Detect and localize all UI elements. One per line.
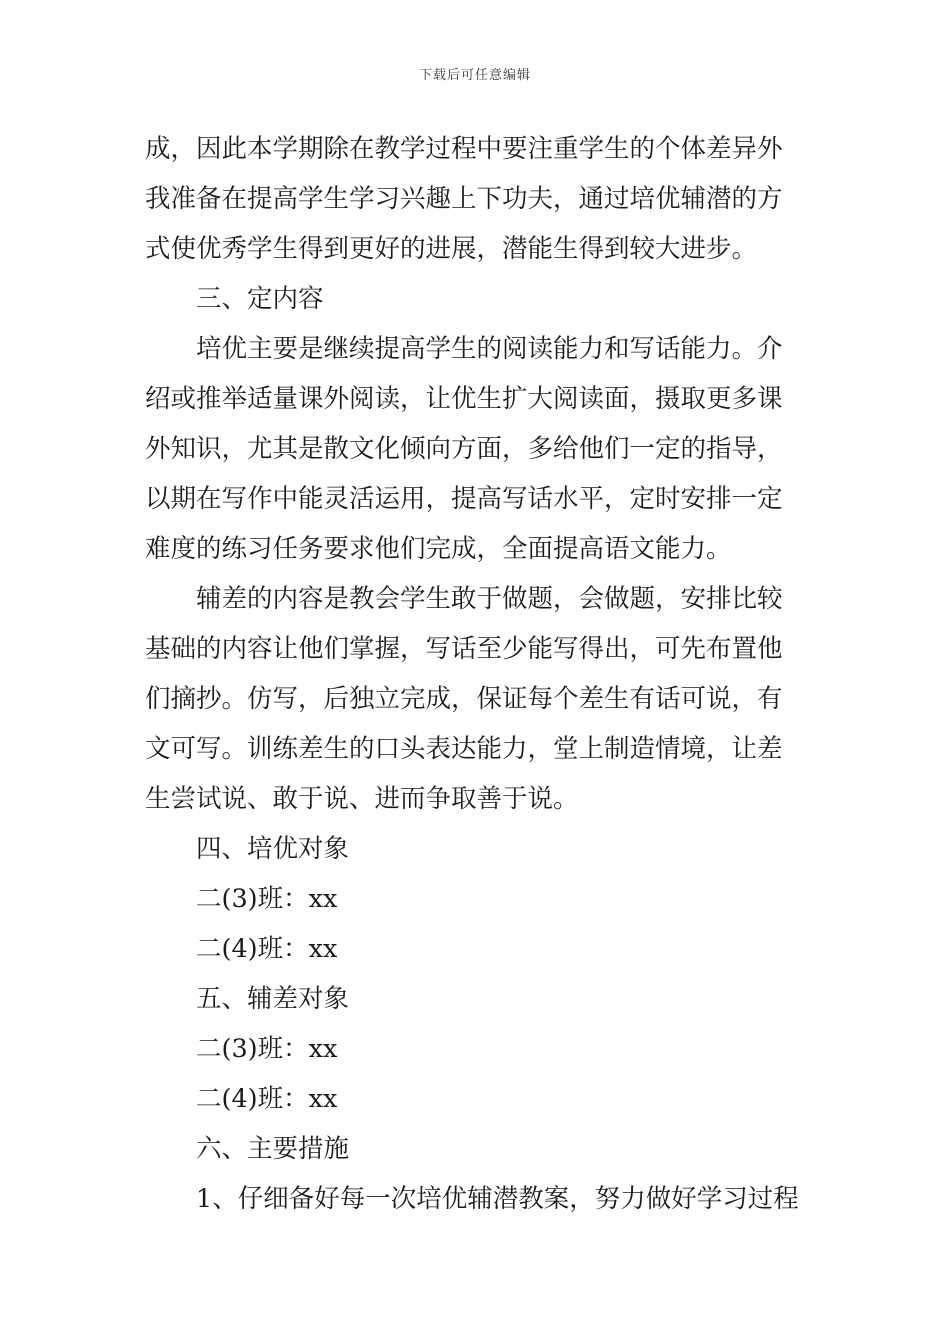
text-line: 基础的内容让他们掌握，写话至少能写得出，可先布置他 [145, 634, 783, 664]
text-line: 绍或推举适量课外阅读，让优生扩大阅读面，摄取更多课 [145, 384, 783, 414]
list-item: 二(3)班：xx [196, 1034, 338, 1064]
text-line: 外知识，尤其是散文化倾向方面，多给他们一定的指导， [145, 434, 783, 464]
page-header: 下载后可任意编辑 [418, 68, 531, 83]
list-item: 二(4)班：xx [196, 934, 338, 964]
text-line: 培优主要是继续提高学生的阅读能力和写话能力。介 [196, 334, 783, 364]
text-line: 难度的练习任务要求他们完成，全面提高语文能力。 [145, 534, 732, 564]
text-line: 以期在写作中能灵活运用，提高写话水平，定时安排一定 [145, 484, 783, 514]
text-line: 文可写。训练差生的口头表达能力，堂上制造情境，让差 [145, 734, 783, 764]
text-line: 成，因此本学期除在教学过程中要注重学生的个体差异外 [145, 134, 783, 164]
text-line: 式使优秀学生得到更好的进展，潜能生得到较大进步。 [145, 234, 758, 264]
section-heading-3: 三、定内容 [196, 284, 324, 314]
text-line: 我准备在提高学生学习兴趣上下功夫，通过培优辅潜的方 [145, 184, 783, 214]
text-line: 1、仔细备好每一次培优辅潜教案，努力做好学习过程 [196, 1184, 799, 1214]
text-line: 辅差的内容是教会学生敢于做题，会做题，安排比较 [196, 584, 783, 614]
text-line: 们摘抄。仿写，后独立完成，保证每个差生有话可说，有 [145, 684, 783, 714]
document-body [145, 124, 807, 1224]
list-item: 二(3)班：xx [196, 884, 338, 914]
text-line: 生尝试说、敢于说、进而争取善于说。 [145, 784, 579, 814]
section-heading-5: 五、辅差对象 [196, 984, 350, 1014]
list-item: 二(4)班：xx [196, 1084, 338, 1114]
section-heading-6: 六、主要措施 [196, 1134, 350, 1164]
section-heading-4: 四、培优对象 [196, 834, 350, 864]
